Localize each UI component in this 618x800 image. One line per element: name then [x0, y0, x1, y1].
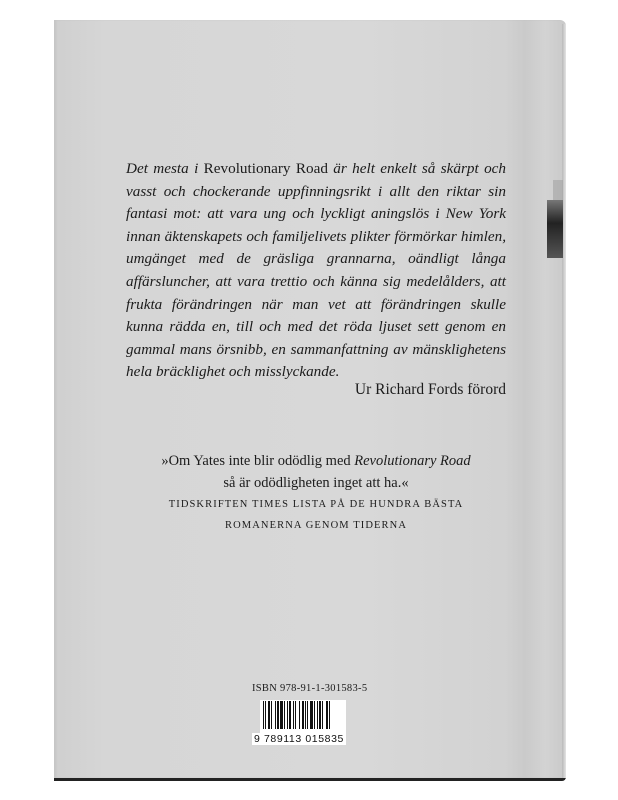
- blurb-attribution: Ur Richard Fords förord: [354, 381, 506, 398]
- barcode-bars: [263, 701, 343, 729]
- source-line-2: ROMANERNA GENOM TIDERNA: [224, 520, 408, 531]
- quote-prefix: »Om Yates inte blir odödlig med: [161, 453, 355, 469]
- quote-line-2: så är odödligheten inget att ha.«: [223, 475, 409, 491]
- quote-line-1: [126, 450, 506, 472]
- blurb-body: är helt enkelt så skärpt och vasst och chockerande uppfinningsrikt i allt den riktar sin fantasi mot: att vara ung och lyckligt aningslös i New York innan äktenskapets och familjelivets plikter förmörkar himlen, umgänget med de gräsliga grannarna, oändligt långa affärsluncher, att vara trettio och känna sig medelålders, att frukta förändringen när man vet att förändringen skulle kunna rädda en, till och med det röda ljuset sett genom en gammal mans örsnibb, en sammanfattning av mänsklighetens hela bräcklighet och misslyckande.: [126, 160, 506, 381]
- barcode: [260, 700, 346, 734]
- author-photo-edge: [553, 180, 563, 202]
- press-quote: [126, 450, 506, 494]
- book-back-cover: [54, 20, 566, 781]
- barcode-digits: 9 789113 015835: [254, 733, 344, 745]
- blurb-text: [126, 158, 506, 384]
- author-photo-fragment: [547, 200, 563, 258]
- book-spine-edge: [562, 24, 566, 778]
- quote-book-title: Revolutionary Road: [354, 453, 471, 469]
- quote-source: [126, 494, 506, 536]
- source-line-1: TIDSKRIFTEN TIMES LISTA PÅ DE HUNDRA BÄSTA: [168, 499, 464, 510]
- isbn-label: ISBN 978-91-1-301583-5: [252, 683, 368, 694]
- blurb-intro: Det mesta i: [126, 160, 204, 177]
- book-title-inline: Revolutionary Road: [203, 160, 328, 177]
